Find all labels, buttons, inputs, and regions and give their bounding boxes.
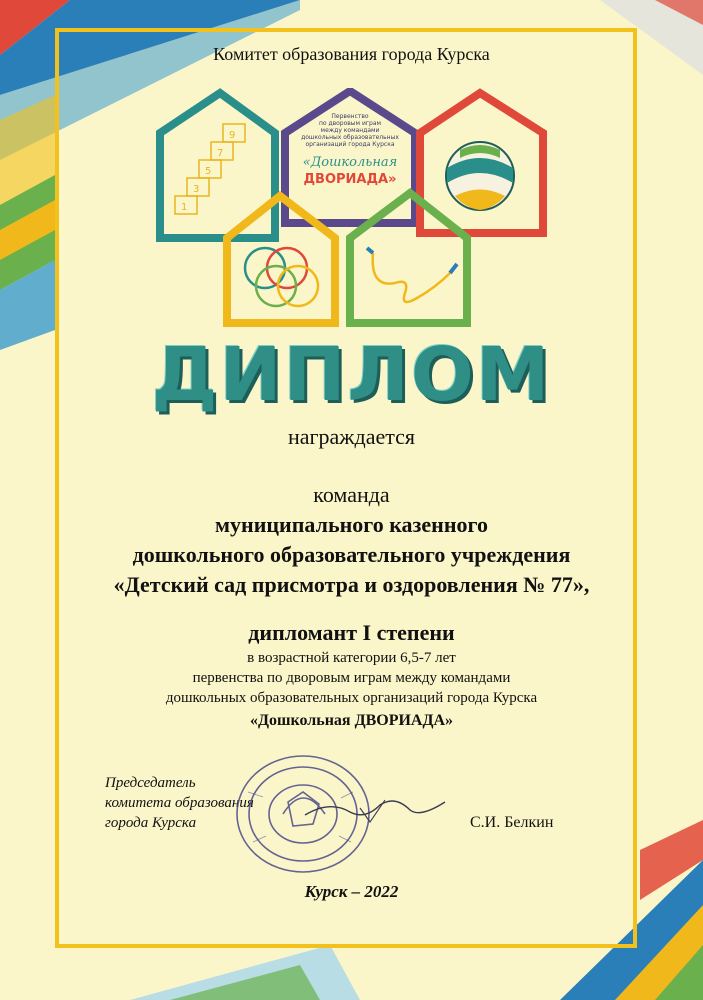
svg-text:5: 5 bbox=[205, 166, 212, 177]
degree-text: дипломант I степени bbox=[248, 620, 455, 645]
svg-text:«Дошкольная: «Дошкольная bbox=[302, 155, 398, 170]
svg-text:3: 3 bbox=[193, 184, 200, 195]
signatory-position: Председатель комитета образования города Курска bbox=[105, 775, 254, 831]
svg-text:9: 9 bbox=[229, 130, 236, 141]
svg-text:ДВОРИАДА»: ДВОРИАДА» bbox=[303, 172, 397, 187]
handwritten-signature-icon bbox=[300, 790, 450, 830]
jump-rope-icon bbox=[367, 248, 457, 302]
svg-text:7: 7 bbox=[217, 148, 224, 159]
svg-text:по дворовым играм: по дворовым играм bbox=[318, 120, 382, 127]
committee-name: Комитет образования города Курска bbox=[213, 44, 490, 64]
detail-line-2: первенства по дворовым играм между командами bbox=[192, 670, 511, 686]
house-green-icon bbox=[350, 193, 467, 323]
team-label: команда bbox=[313, 482, 390, 507]
event-name: «Дошкольная ДВОРИАДА» bbox=[249, 712, 454, 729]
place-year: Курск – 2022 bbox=[304, 882, 399, 901]
institution-line-2: дошкольного образовательного учреждения bbox=[132, 542, 571, 567]
signatory-name: С.И. Белкин bbox=[470, 814, 554, 831]
svg-text:организаций города Курска: организаций города Курска bbox=[305, 141, 395, 148]
svg-text:Первенство: Первенство bbox=[331, 113, 369, 120]
svg-text:между командами: между командами bbox=[320, 127, 380, 134]
ball-icon bbox=[446, 142, 514, 210]
detail-line-1: в возрастной категории 6,5-7 лет bbox=[247, 650, 456, 666]
svg-text:1: 1 bbox=[181, 202, 188, 213]
diploma-title: ДИПЛОМ bbox=[151, 332, 552, 418]
dvoriada-logo bbox=[155, 88, 550, 328]
svg-text:дошкольных образовательных: дошкольных образовательных bbox=[301, 134, 399, 141]
detail-line-3: дошкольных образовательных организаций города Курска bbox=[165, 690, 538, 706]
awarded-text: награждается bbox=[287, 424, 415, 449]
institution-line-3: «Детский сад присмотра и оздоровления № 77», bbox=[113, 572, 590, 597]
institution-line-1: муниципального казенного bbox=[215, 512, 488, 537]
olympic-rings-icon bbox=[245, 248, 318, 306]
